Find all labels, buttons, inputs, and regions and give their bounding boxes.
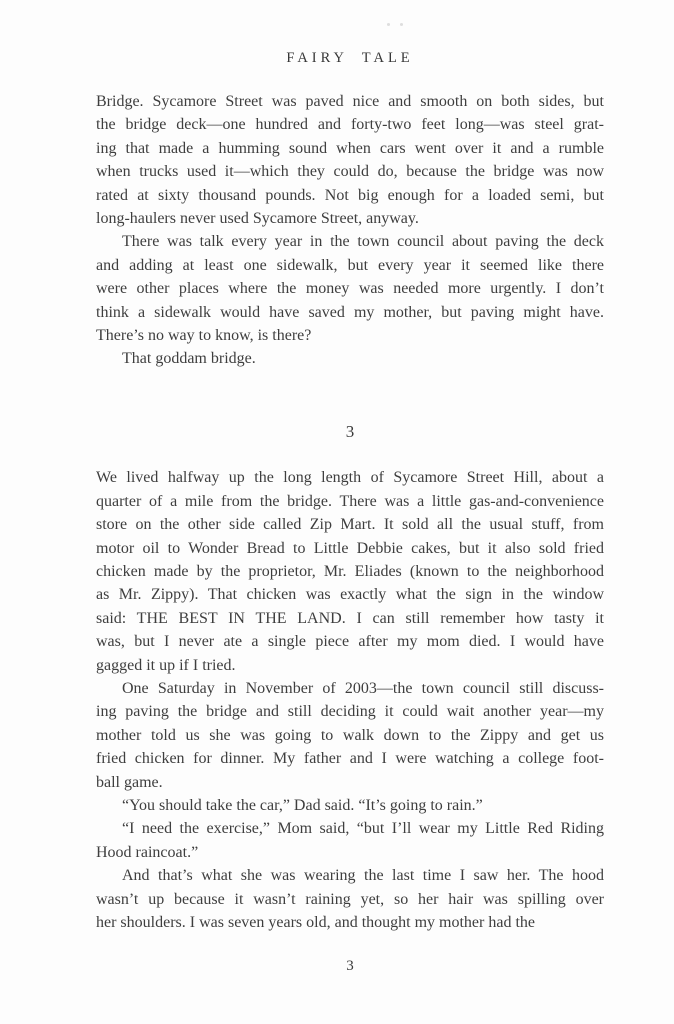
paragraph xyxy=(96,230,604,347)
section-number: 3 xyxy=(345,421,355,441)
paragraph xyxy=(96,794,604,817)
paragraph xyxy=(96,864,604,934)
text-line: There was talk every year in the town council about paving the deck xyxy=(122,233,604,251)
text-line: There’s no way to know, is there? xyxy=(96,326,312,344)
text-line: That goddam bridge. xyxy=(122,350,256,368)
text-line: store on the other side called Zip Mart. It sold all the usual stuff, from xyxy=(96,516,604,534)
text-line: quarter of a mile from the bridge. There was a little gas-and-convenience xyxy=(96,492,604,510)
paragraph xyxy=(96,677,604,794)
text-line: when trucks used it—which they could do, because the bridge was now xyxy=(96,163,604,181)
text-line: ing paving the bridge and still deciding it could wait another year—my xyxy=(96,703,604,721)
text-line: said: THE BEST IN THE LAND. I can still remember how tasty it xyxy=(96,609,604,627)
text-line: wasn’t up because it wasn’t raining yet, so her hair was spilling over xyxy=(96,890,604,908)
text-line: “You should take the car,” Dad said. “It’s going to rain.” xyxy=(122,796,483,814)
text-line: and adding at least one sidewalk, but every year it seemed like there xyxy=(96,256,604,274)
text-line: rated at sixty thousand pounds. Not big enough for a loaded semi, but xyxy=(96,186,604,204)
text-line: long-haulers never used Sycamore Street, anyway. xyxy=(96,209,419,227)
paragraph xyxy=(96,466,604,677)
text-line: Hood raincoat.” xyxy=(96,843,199,861)
scan-artifact-dots xyxy=(387,23,403,26)
text-line: ing that made a humming sound when cars went over it and a rumble xyxy=(96,139,604,157)
text-line: ball game. xyxy=(96,773,163,791)
text-line: We lived halfway up the long length of Sycamore Street Hill, about a xyxy=(96,469,604,487)
text-line: motor oil to Wonder Bread to Little Debbie cakes, but it also sold fried xyxy=(96,539,604,557)
paragraph xyxy=(96,90,604,230)
text-line: And that’s what she was wearing the last time I saw her. The hood xyxy=(122,867,604,885)
text-line: gagged it up if I tried. xyxy=(96,656,236,674)
text-line: “I need the exercise,” Mom said, “but I’ll wear my Little Red Riding xyxy=(122,820,604,838)
text-line: her shoulders. I was seven years old, and thought my mother had the xyxy=(96,913,536,931)
paragraph xyxy=(96,817,604,864)
text-line: fried chicken for dinner. My father and I were watching a college foot- xyxy=(96,750,604,768)
paragraph xyxy=(96,347,604,370)
body-text xyxy=(96,90,604,934)
text-line: chicken made by the proprietor, Mr. Eliades (known to the neighborhood xyxy=(96,563,604,581)
scan-dot-icon xyxy=(387,23,390,26)
text-line: Bridge. Sycamore Street was paved nice and smooth on both sides, but xyxy=(96,93,604,110)
text-line: were other places where the money was needed more urgently. I don’t xyxy=(96,280,604,298)
scan-dot-icon xyxy=(400,23,403,26)
text-line: One Saturday in November of 2003—the town council still discuss- xyxy=(122,679,604,697)
text-line: mother told us she was going to walk down to the Zippy and get us xyxy=(96,726,604,744)
text-line: as Mr. Zippy). That chicken was exactly what the sign in the window xyxy=(96,586,604,604)
text-line: think a sidewalk would have saved my mother, but paving might have. xyxy=(96,303,604,321)
text-line: was, but I never ate a single piece after my mom died. I would have xyxy=(96,633,604,651)
text-line: the bridge deck—one hundred and forty-two feet long—was steel grat- xyxy=(96,116,604,134)
running-header: FAIRY TALE xyxy=(286,50,414,66)
page-number: 3 xyxy=(346,958,354,974)
